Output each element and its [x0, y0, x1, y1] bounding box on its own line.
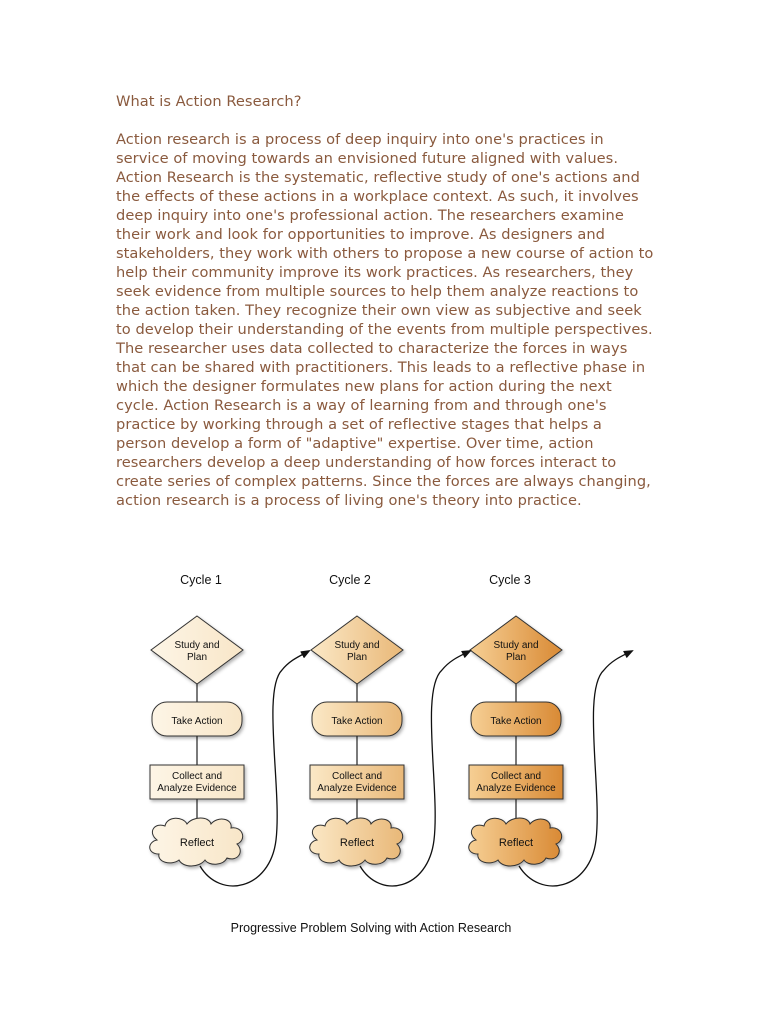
cycle-1 [150, 573, 244, 866]
diagram-caption: Progressive Problem Solving with Action Research [230, 921, 512, 935]
cycle-3 [469, 573, 563, 866]
study-plan-line1: Study and [493, 640, 539, 651]
cycle-title: Cycle 3 [489, 573, 531, 587]
collect-evidence-line1: Collect and [171, 771, 223, 782]
collect-evidence-line1: Collect and [331, 771, 383, 782]
study-plan-line1: Study and [174, 640, 220, 651]
reflect-label: Reflect [179, 837, 215, 849]
document-paragraph: Action research is a process of deep inquiry into one's practices in service of moving towards an envisioned future aligned with values. Action Research is the systematic, reflective study of one's actions and the effects of these actions in a workplace context. As such, it involves deep inquiry into one's professional action. The researchers examine their work and look for opportunities to improve. As designers and stakeholders, they work with others to propose a new course of action to help their community improve its work practices. As researchers, they seek evidence from multiple sources to help them analyze reactions to the action taken. They recognize their own view as subjective and seek to develop their understanding of the events from multiple perspectives. The researcher uses data collected to characterize the forces in ways that can be shared with practitioners. This leads to a reflective phase in which the designer formulates new plans for action during the next cycle. Action Research is a way of learning from and through one's practice by working through a set of reflective stages that helps a person develop a form of "adaptive" expertise. Over time, action researchers develop a deep understanding of how forces interact to create series of complex patterns. Since the forces are always changing, action research is a process of living one's theory into practice. [116, 131, 654, 509]
study-plan-line2: Plan [505, 652, 527, 663]
take-action-label: Take Action [331, 716, 383, 727]
reflect-label: Reflect [339, 837, 375, 849]
cycle-title: Cycle 2 [329, 573, 371, 587]
collect-evidence-line2: Analyze Evidence [317, 783, 397, 794]
collect-evidence-line2: Analyze Evidence [157, 783, 237, 794]
action-research-diagram [0, 560, 768, 960]
collect-evidence-line1: Collect and [490, 771, 542, 782]
study-plan-line2: Plan [346, 652, 368, 663]
take-action-label: Take Action [171, 716, 223, 727]
take-action-label: Take Action [490, 716, 542, 727]
reflect-label: Reflect [498, 837, 534, 849]
cycle-title: Cycle 1 [180, 573, 222, 587]
collect-evidence-line2: Analyze Evidence [476, 783, 556, 794]
document-heading: What is Action Research? [116, 93, 302, 110]
study-plan-line2: Plan [186, 652, 208, 663]
document-body [116, 92, 656, 510]
cycle-2 [310, 573, 404, 866]
study-plan-line1: Study and [334, 640, 380, 651]
